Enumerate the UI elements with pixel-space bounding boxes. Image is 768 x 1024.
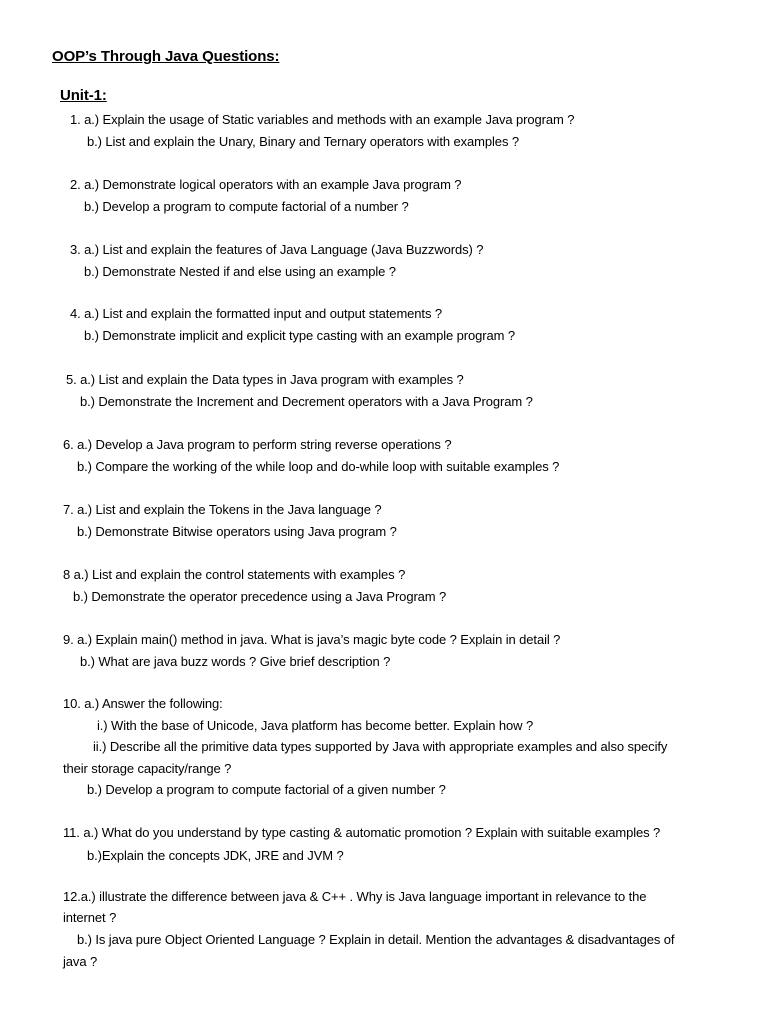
- question-8a: 8 a.) List and explain the control statements with examples ?: [63, 567, 406, 582]
- question-5a: 5. a.) List and explain the Data types in Java program with examples ?: [66, 372, 464, 387]
- question-3a: 3. a.) List and explain the features of Java Language (Java Buzzwords) ?: [70, 242, 484, 257]
- question-10a: 10. a.) Answer the following:: [63, 696, 223, 711]
- question-6a: 6. a.) Develop a Java program to perform string reverse operations ?: [63, 437, 452, 452]
- question-7a: 7. a.) List and explain the Tokens in the Java language ?: [63, 502, 382, 517]
- question-10a-ii: ii.) Describe all the primitive data types supported by Java with appropriate examples and also specify: [93, 739, 668, 754]
- question-9b: b.) What are java buzz words ? Give brief description ?: [80, 654, 391, 669]
- question-5b: b.) Demonstrate the Increment and Decrement operators with a Java Program ?: [80, 394, 533, 409]
- document-title: OOP’s Through Java Questions:: [52, 48, 280, 65]
- question-7b: b.) Demonstrate Bitwise operators using Java program ?: [77, 524, 397, 539]
- question-1a: 1. a.) Explain the usage of Static variables and methods with an example Java program ?: [70, 112, 575, 127]
- question-12b-cont: java ?: [63, 954, 98, 969]
- question-3b: b.) Demonstrate Nested if and else using an example ?: [84, 264, 396, 279]
- question-4a: 4. a.) List and explain the formatted input and output statements ?: [70, 306, 442, 321]
- question-10a-i: i.) With the base of Unicode, Java platform has become better. Explain how ?: [97, 718, 534, 733]
- question-6b: b.) Compare the working of the while loop and do-while loop with suitable examples ?: [77, 459, 560, 474]
- question-11a: 11. a.) What do you understand by type casting & automatic promotion ? Explain with suitable examples ?: [63, 825, 661, 840]
- question-2b: b.) Develop a program to compute factorial of a number ?: [84, 199, 409, 214]
- question-12b: b.) Is java pure Object Oriented Language ? Explain in detail. Mention the advantages & disadvantages of: [77, 932, 675, 947]
- question-1b: b.) List and explain the Unary, Binary and Ternary operators with examples ?: [87, 134, 519, 149]
- question-10b: b.) Develop a program to compute factorial of a given number ?: [87, 782, 446, 797]
- question-4b: b.) Demonstrate implicit and explicit type casting with an example program ?: [84, 328, 515, 343]
- question-10a-ii-cont: their storage capacity/range ?: [63, 761, 232, 776]
- question-8b: b.) Demonstrate the operator precedence using a Java Program ?: [73, 589, 447, 604]
- question-9a: 9. a.) Explain main() method in java. What is java’s magic byte code ? Explain in detail ?: [63, 632, 561, 647]
- question-12a: 12.a.) illustrate the difference between java & C++ . Why is Java language important in relevance to the: [63, 889, 647, 904]
- question-12a-cont: internet ?: [63, 910, 117, 925]
- unit-heading: Unit-1:: [60, 87, 107, 104]
- question-11b: b.)Explain the concepts JDK, JRE and JVM ?: [87, 848, 344, 863]
- question-2a: 2. a.) Demonstrate logical operators with an example Java program ?: [70, 177, 462, 192]
